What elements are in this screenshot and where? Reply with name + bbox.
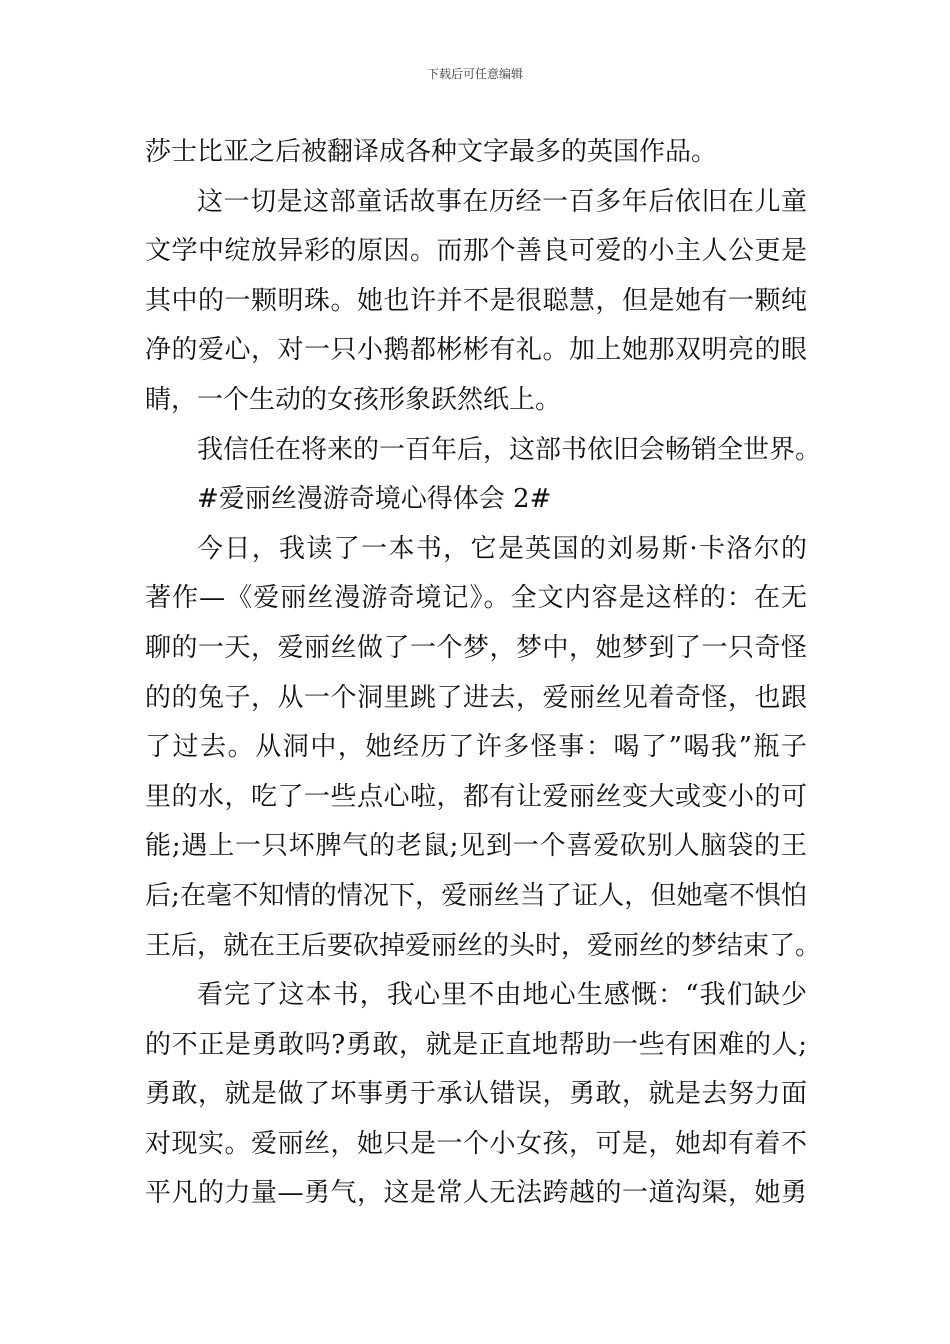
text-line-21: 对现实。爱丽丝，她只是一个小女孩，可是，她却有着不 [145, 1128, 807, 1159]
text-line-13: 了过去。从洞中，她经历了许多怪事：喝了”喝我”瓶子 [145, 732, 807, 763]
text-line-20: 勇敢，就是做了坏事勇于承认错误，勇敢，就是去努力面 [145, 1079, 807, 1110]
text-line-14: 里的水，吃了一些点心啦，都有让爱丽丝变大或变小的可 [145, 781, 807, 812]
text-line-22: 平凡的力量—勇气，这是常人无法跨越的一道沟渠，她勇 [145, 1178, 807, 1209]
text-line-5: 净的爱心，对一只小鹅都彬彬有礼。加上她那双明亮的眼 [145, 335, 807, 366]
text-line-6: 睛，一个生动的女孩形象跃然纸上。 [145, 384, 562, 415]
body-text [145, 128, 822, 1219]
text-line-17: 王后，就在王后要砍掉爱丽丝的头时，爱丽丝的梦结束了。 [145, 930, 822, 961]
section-heading: #爱丽丝漫游奇境心得体会 2# [197, 484, 552, 515]
text-line-2: 这一切是这部童话故事在历经一百多年后依旧在儿童 [197, 186, 807, 217]
text-line-4: 其中的一颗明珠。她也许并不是很聪慧，但是她有一颗纯 [145, 285, 807, 316]
page-header: 下载后可任意编辑 [426, 67, 523, 81]
text-line-11: 聊的一天，爱丽丝做了一个梦，梦中，她梦到了一只奇怪 [145, 632, 807, 663]
text-line-12: 的的兔子，从一个洞里跳了进去，爱丽丝见着奇怪，也跟 [145, 682, 807, 713]
text-line-10: 著作—《爱丽丝漫游奇境记》。全文内容是这样的：在无 [145, 583, 807, 614]
text-line-19: 的不正是勇敢吗?勇敢，就是正直地帮助一些有困难的人; [145, 1029, 807, 1060]
text-line-18: 看完了这本书，我心里不由地心生感慨：“我们缺少 [197, 980, 807, 1011]
text-line-1: 莎士比亚之后被翻译成各种文字最多的英国作品。 [145, 137, 718, 167]
text-line-15: 能;遇上一只坏脾气的老鼠;见到一个喜爱砍别人脑袋的王 [145, 831, 807, 862]
text-line-16: 后;在毫不知情的情况下，爱丽丝当了证人，但她毫不惧怕 [145, 880, 807, 911]
text-line-7: 我信任在将来的一百年后，这部书依旧会畅销全世界。 [197, 434, 822, 465]
text-line-9: 今日，我读了一本书，它是英国的刘易斯·卡洛尔的 [197, 533, 807, 564]
text-line-3: 文学中绽放异彩的原因。而那个善良可爱的小主人公更是 [145, 236, 807, 267]
